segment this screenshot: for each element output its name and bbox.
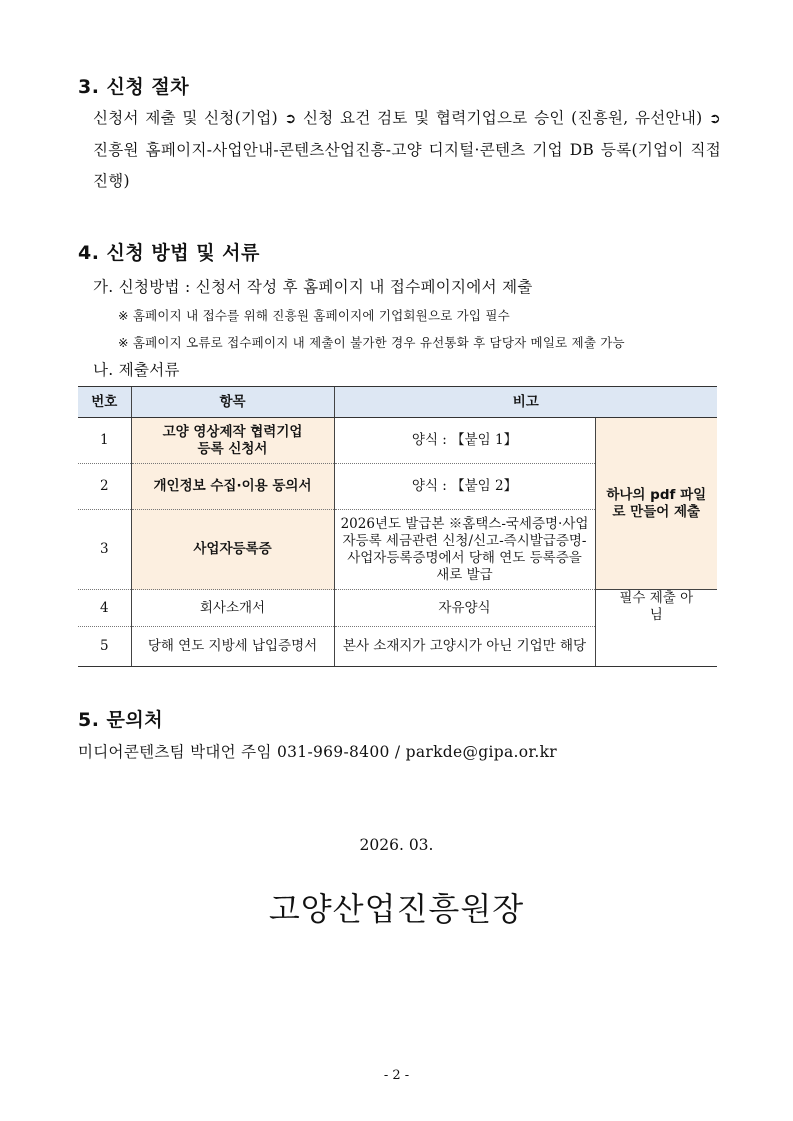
table-row (78, 590, 717, 627)
apply-method: 가. 신청방법 : 신청서 작성 후 홈페이지 내 접수페이지에서 제출 (93, 278, 533, 296)
page-number: - 2 - (383, 1068, 410, 1083)
table-row (78, 627, 717, 667)
row-item: 사업자등록증 (131, 510, 334, 590)
arrow-right-icon: ➲ (284, 111, 297, 127)
header-no: 번호 (78, 387, 131, 418)
row-note: 자유양식 (334, 590, 595, 627)
issuer-signature: 고양산업진흥원장 (268, 890, 525, 928)
merged-note-pdf: 하나의 pdf 파일로 만들어 제출 (595, 418, 717, 590)
row-no: 4 (78, 590, 131, 627)
row-note: 2026년도 발급본 ※홈택스-국세증명·사업자등록 세금관련 신청/신고-즉시발급증명-사업자등록증명에서 당해 연도 등록증을 새로 발급 (334, 510, 595, 590)
documents-table (78, 386, 717, 667)
procedure-paragraph (93, 103, 721, 197)
empty-cell (595, 627, 717, 667)
arrow-right-icon: ➲ (708, 111, 721, 127)
note-email-fallback: ※ 홈페이지 오류로 접수페이지 내 제출이 불가한 경우 유선통화 후 담당자 메일로 제출 가능 (118, 335, 625, 350)
row-note: 본사 소재지가 고양시가 아닌 기업만 해당 (334, 627, 595, 667)
contact-info: 미디어콘텐츠팀 박대언 주임 031-969-8400 / parkde@gipa.or.kr (78, 743, 558, 761)
section5-heading: 5. 문의처 (78, 709, 164, 731)
header-item: 항목 (131, 387, 334, 418)
row-no: 1 (78, 418, 131, 464)
row-item: 고양 영상제작 협력기업 등록 신청서 (131, 418, 334, 464)
section4-heading: 4. 신청 방법 및 서류 (78, 242, 260, 264)
note-not-required: 필수 제출 아님 (595, 590, 717, 627)
row-note: 양식 : 【붙임 1】 (334, 418, 595, 464)
procedure-step-3: 진흥원 홈페이지-사업안내-콘텐츠산업진흥-고양 디지털·콘텐츠 기업 DB 등록(기업이 직접 진행) (93, 141, 721, 190)
note-membership: ※ 홈페이지 내 접수를 위해 진흥원 홈페이지에 기업회원으로 가입 필수 (118, 308, 510, 323)
row-no: 3 (78, 510, 131, 590)
table-row (78, 418, 717, 464)
row-no: 2 (78, 464, 131, 510)
procedure-step-2: 신청 요건 검토 및 협력기업으로 승인 (진흥원, 유선안내) (303, 109, 703, 127)
table-header-row (78, 387, 717, 418)
row-no: 5 (78, 627, 131, 667)
document-date: 2026. 03. (359, 836, 434, 854)
row-item: 개인정보 수집·이용 동의서 (131, 464, 334, 510)
row-note: 양식 : 【붙임 2】 (334, 464, 595, 510)
section3-heading: 3. 신청 절차 (78, 76, 190, 98)
row-item: 당해 연도 지방세 납입증명서 (131, 627, 334, 667)
procedure-step-1: 신청서 제출 및 신청(기업) (93, 109, 278, 127)
header-note: 비고 (334, 387, 717, 418)
row-item: 회사소개서 (131, 590, 334, 627)
docs-label: 나. 제출서류 (93, 361, 180, 379)
